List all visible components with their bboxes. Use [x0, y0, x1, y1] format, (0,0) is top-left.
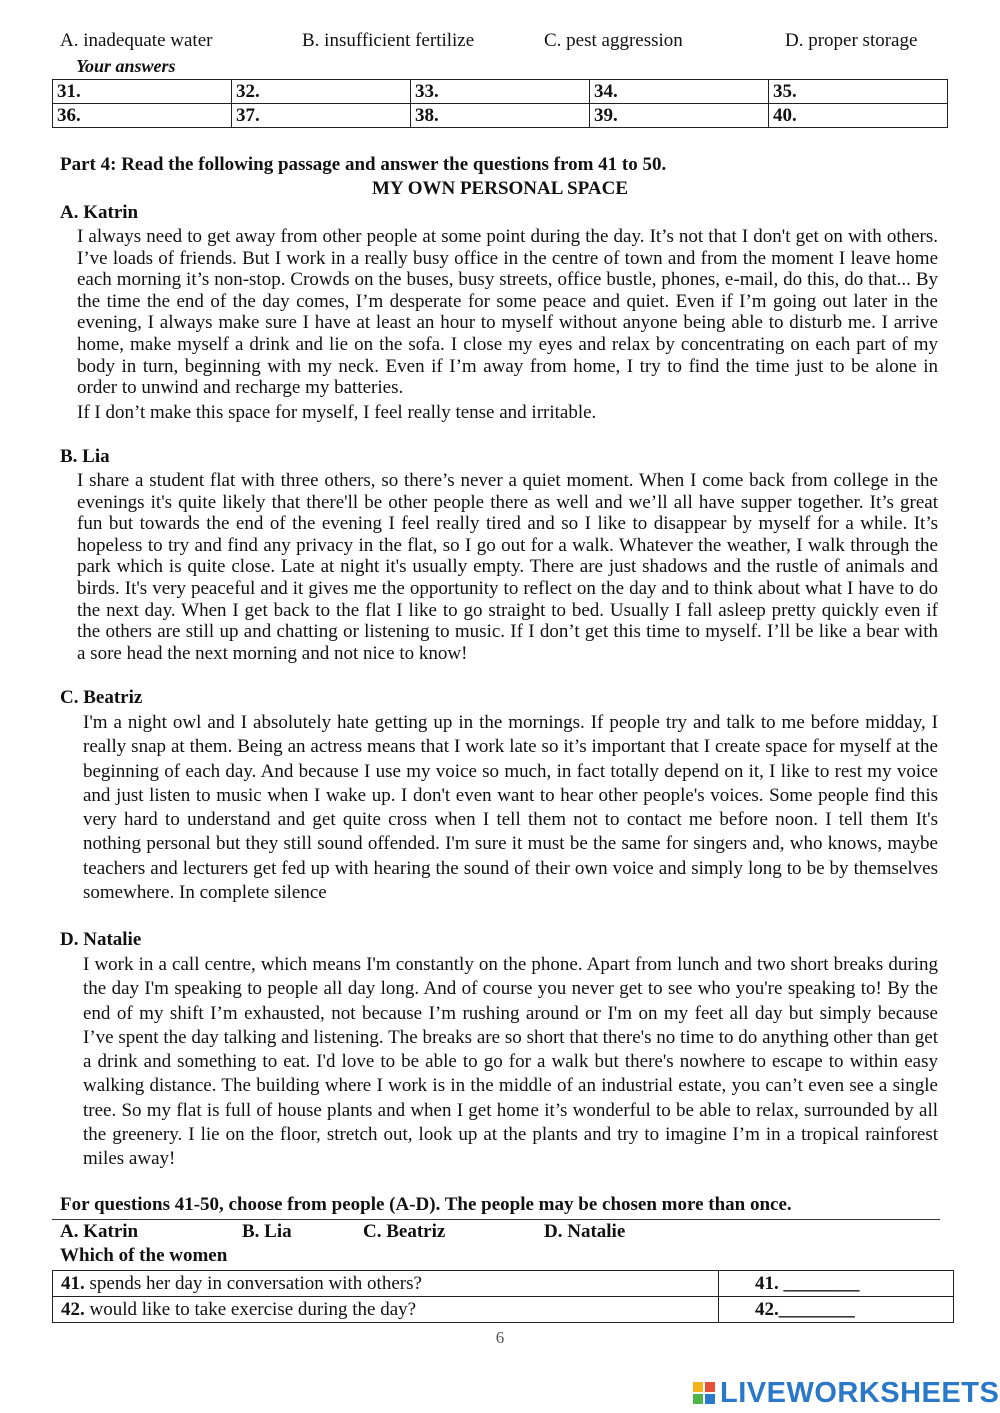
instructions: For questions 41-50, choose from people (A-D). The people may be chosen more than once.	[60, 1194, 792, 1215]
section-a-heading: A. Katrin	[60, 202, 139, 223]
answer-cell-35[interactable]: 35.	[769, 80, 948, 104]
section-c-heading: C. Beatriz	[60, 687, 143, 708]
question-number: 42.	[61, 1299, 85, 1320]
option-c: C. pest aggression	[544, 30, 683, 51]
answer-cell-33[interactable]: 33.	[411, 80, 590, 104]
answer-grid-row	[53, 80, 948, 104]
q35-options	[60, 30, 940, 56]
liveworksheets-logo[interactable]	[693, 1376, 999, 1410]
question-41	[53, 1271, 719, 1297]
answer-cell-36[interactable]: 36.	[53, 104, 232, 128]
person-c: C. Beatriz	[363, 1221, 446, 1242]
paragraph: I share a student flat with three others, so there’s never a quiet moment. When I come back from college in the evenings it's quite likely that there'll be other people there as well and we’ll all have supper together. It’s great fun but towards the end of the evening I feel really tired and so I like to disappear by myself for a while. It’s hopeless to try and find any privacy in the flat, so I go out for a walk. Whatever the weather, I walk through the park which is quite close. Late at night it's usually empty. There are just shadows and the rustle of animals and birds. It's very peaceful and it gives me the opportunity to reflect on the day and to think about what I have to do the next day. When I get back to the flat I like to go straight to bed. Usually I fall asleep pretty quickly even if the others are still up and chatting or listening to music. If I don’t get this time to myself. I’ll be like a bear with a sore head the next morning and not nice to know!	[77, 470, 938, 664]
brand-name: LIVEWORKSHEETS	[720, 1376, 1000, 1409]
section-c-text	[83, 711, 938, 905]
option-b: B. insufficient fertilize	[302, 30, 475, 51]
paragraph: If I don’t make this space for myself, I feel really tense and irritable.	[77, 401, 597, 423]
section-d-heading: D. Natalie	[60, 929, 142, 950]
paragraph: I always need to get away from other people at some point during the day. It’s not that I don't get on with others. I’ve loads of friends. But I work in a really busy office in the centre of town and from the moment I leave home each morning it’s non-stop. Crowds on the buses, busy streets, office bustle, phones, e-mail, do this, do that... By the time the end of the day comes, I’m desperate for some peace and quiet. Even if I’m going out later in the evening, I always make sure I have at least an hour to myself without anyone being able to disturb me. I arrive home, make myself a drink and lie on the sofa. I close my eyes and relax by concentrating on each part of my body in turn, beginning with my neck. Even if I’m away from home, I try to find the time just to be alone in order to unwind and recharge my batteries.	[77, 226, 938, 399]
answer-grid	[52, 79, 948, 128]
answer-grid-row	[53, 104, 948, 128]
divider	[52, 1219, 940, 1220]
person-d: D. Natalie	[544, 1221, 626, 1242]
person-b: B. Lia	[242, 1221, 292, 1242]
answer-field-42[interactable]: 42.________	[719, 1297, 954, 1323]
question-text: would like to take exercise during the day?	[84, 1299, 417, 1320]
answer-cell-31[interactable]: 31.	[53, 80, 232, 104]
section-a-text	[77, 226, 938, 423]
passage-title: MY OWN PERSONAL SPACE	[372, 178, 628, 199]
part4-heading: Part 4: Read the following passage and answer the questions from 41 to 50.	[60, 154, 667, 175]
question-text: spends her day in conversation with others?	[84, 1273, 422, 1294]
paragraph: I'm a night owl and I absolutely hate getting up in the mornings. If people try and talk to me before midday, I really snap at them. Being an actress means that I work late so it’s important that I create space for myself at the beginning of each day. And because I use my voice so much, in fact totally depend on it, I like to rest my voice and just listen to music when I wake up. I don't even want to hear other people's voices. Some people find this very hard to understand and get quite cross when I tell them not to contact me before noon. I tell them It's nothing personal but they still sound offended. I'm sure it must be the same for singers and, who knows, maybe teachers and lecturers get fed up with hearing the sound of their own voice and simply long to be by themselves somewhere. In complete silence	[83, 712, 938, 904]
answer-cell-37[interactable]: 37.	[232, 104, 411, 128]
questions-table	[52, 1270, 954, 1323]
page-number: 6	[495, 1328, 505, 1347]
section-d-text	[83, 953, 938, 1172]
option-d: D. proper storage	[785, 30, 918, 51]
answer-field-41[interactable]: 41. ________	[719, 1271, 954, 1297]
section-b-heading: B. Lia	[60, 446, 110, 467]
which-label: Which of the women	[60, 1245, 228, 1266]
question-row	[53, 1271, 954, 1297]
people-list	[60, 1221, 760, 1245]
answer-cell-34[interactable]: 34.	[590, 80, 769, 104]
answer-cell-40[interactable]: 40.	[769, 104, 948, 128]
answer-cell-32[interactable]: 32.	[232, 80, 411, 104]
paragraph: I work in a call centre, which means I'm constantly on the phone. Apart from lunch and two short breaks during the day I'm speaking to people all day long. And of course you never get to see who you're speaking to! By the end of my shift I’m exhausted, not because I’m rushing around or I'm on my feet all day but simply because I’ve spent the day talking and listening. The breaks are so short that there's no time to do anything other than get a drink and something to eat. I'd love to be able to go for a walk but there's nowhere to escape to within easy walking distance. The building where I work is in the middle of an industrial estate, you can’t even see a single tree. So my flat is full of house plants and when I get home it’s wonderful to be able to relax, surrounded by all the greenery. I lie on the floor, stretch out, look up at the plants and try to imagine I’m in a tropical rainforest miles away!	[83, 954, 938, 1170]
person-a: A. Katrin	[60, 1221, 139, 1242]
logo-mark-icon	[693, 1382, 715, 1404]
option-a: A. inadequate water	[60, 30, 213, 51]
answer-cell-39[interactable]: 39.	[590, 104, 769, 128]
section-b-text	[77, 470, 938, 664]
answer-cell-38[interactable]: 38.	[411, 104, 590, 128]
your-answers-label: Your answers	[76, 56, 176, 76]
question-row	[53, 1297, 954, 1323]
question-42	[53, 1297, 719, 1323]
question-number: 41.	[61, 1273, 85, 1294]
